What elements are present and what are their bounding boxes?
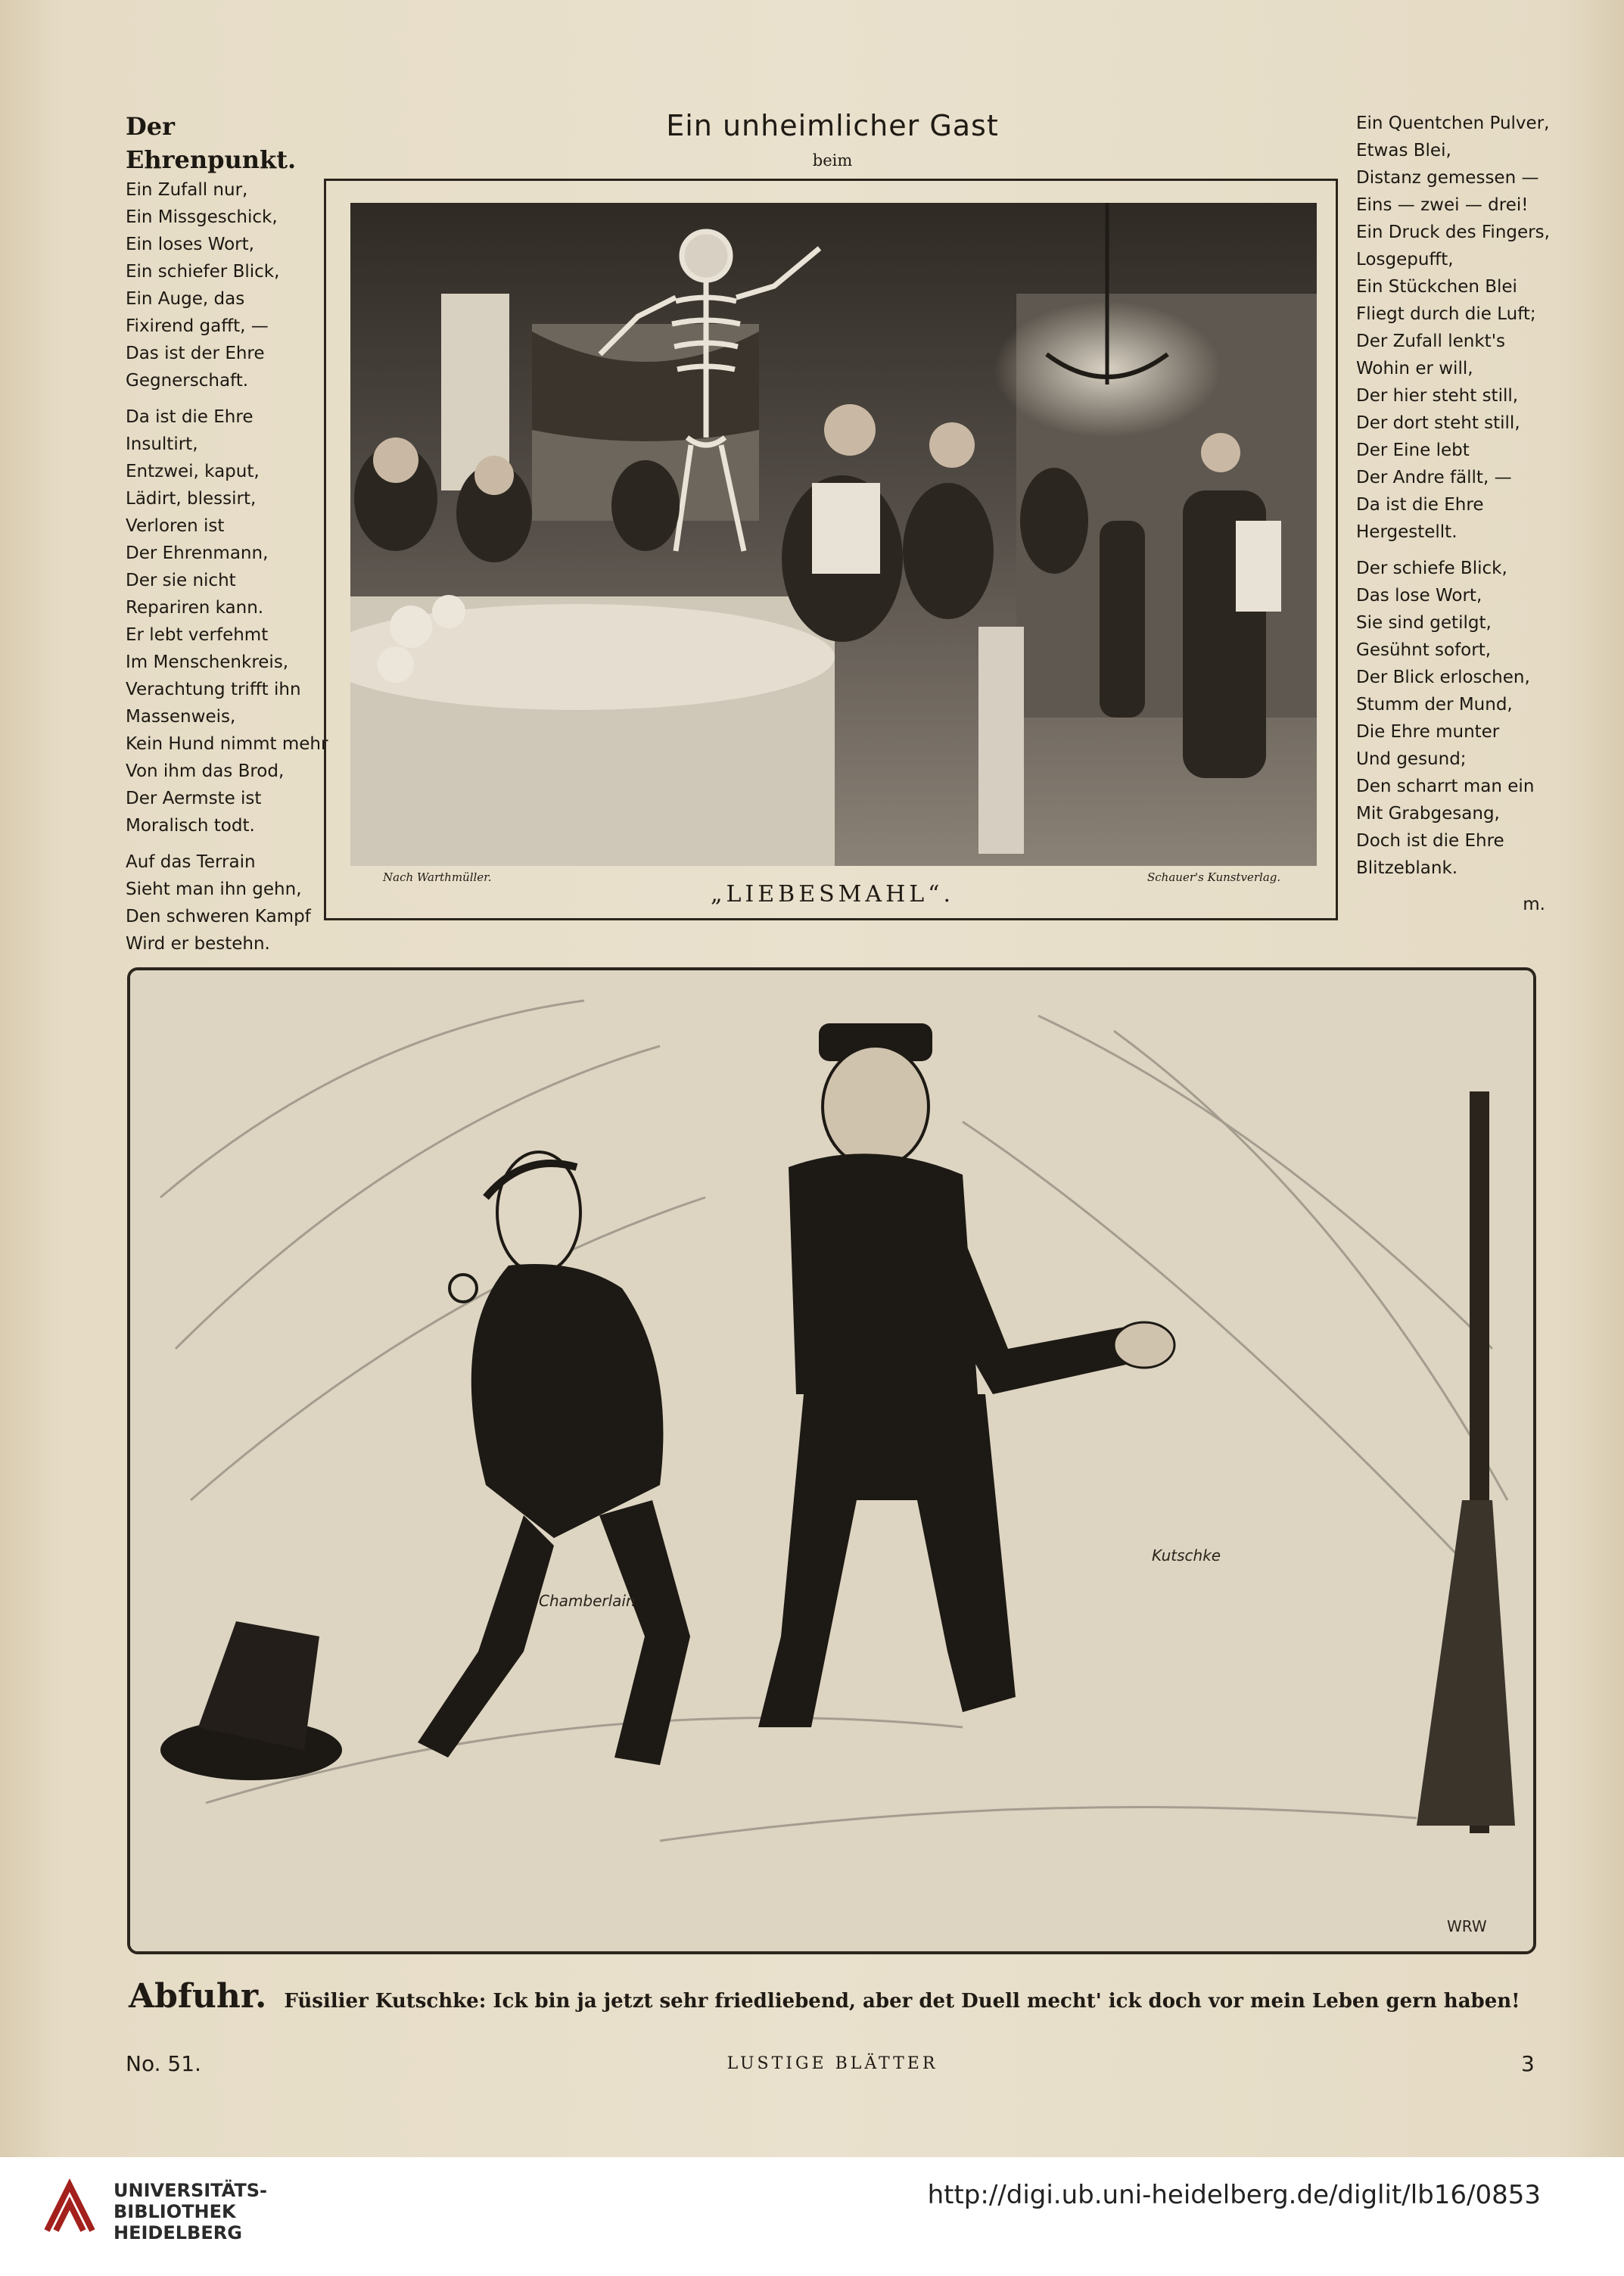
banquet-picture — [350, 203, 1317, 866]
left-poem-line: Von ihm das Brod, — [126, 761, 285, 781]
picture-credit-artist: Nach Warthmüller. — [383, 870, 492, 884]
right-poem-line: Ein Druck des Fingers, — [1356, 223, 1550, 242]
right-poem-line: Der Blick erloschen, — [1356, 668, 1530, 687]
left-poem-line: Der sie nicht — [126, 571, 236, 590]
right-poem-line: Der hier steht still, — [1356, 386, 1519, 406]
magazine-name: LUSTIGE BLÄTTER — [726, 2054, 938, 2073]
left-poem-line: Der Aermste ist — [126, 789, 262, 808]
left-poem-line: Lädirt, blessirt, — [126, 489, 257, 509]
left-poem-line: Insultirt, — [126, 434, 198, 454]
left-poem-stanza — [126, 176, 322, 394]
left-poem-line: Ein schiefer Blick, — [126, 262, 280, 282]
digital-library-url[interactable]: http://digi.ub.uni-heidelberg.de/diglit/lb16/0853 — [927, 2180, 1541, 2210]
right-poem-line: Mit Grabgesang, — [1356, 804, 1500, 824]
right-poem-line: Das lose Wort, — [1356, 586, 1482, 606]
right-poem-line: Der schiefe Blick, — [1356, 559, 1507, 578]
picture-credit-publisher: Schauer's Kunstverlag. — [1147, 870, 1281, 884]
left-poem-line: Da ist die Ehre — [126, 407, 254, 427]
right-poem-stanza — [1356, 110, 1550, 546]
right-poem-line: Doch ist die Ehre — [1356, 831, 1504, 851]
right-poem-line: Fliegt durch die Luft; — [1356, 304, 1536, 324]
left-poem-line: Wird er bestehn. — [126, 934, 270, 954]
left-poem — [126, 110, 328, 967]
left-poem-line: Fixirend gafft, — — [126, 316, 269, 336]
cartoon-label-chamberlain: Chamberlain — [539, 1592, 636, 1610]
right-poem-line: Distanz gemessen — — [1356, 168, 1539, 188]
left-poem-stanza — [126, 403, 328, 839]
left-poem-line: Verachtung trifft ihn — [126, 680, 301, 699]
left-poem-stanzas — [126, 176, 328, 957]
right-poem-line: Blitzeblank. — [1356, 858, 1458, 878]
banquet-illustration — [350, 203, 1317, 866]
library-name-line: BIBLIOTHEK — [114, 2201, 236, 2222]
cartoon-caption — [129, 1977, 1544, 2016]
cartoon-artist-signature: WRW — [1447, 1917, 1487, 1935]
left-poem-line: Ein Auge, das — [126, 289, 245, 309]
cartoon-caption-head: Abfuhr. — [129, 1977, 267, 2016]
left-poem-line: Gegnerschaft. — [126, 371, 249, 391]
right-poem-line: Stumm der Mund, — [1356, 695, 1513, 715]
cartoon-frame — [127, 967, 1536, 1954]
left-poem-line: Auf das Terrain — [126, 852, 256, 872]
issue-number: No. 51. — [126, 2051, 201, 2076]
right-poem-signature: m. — [1523, 895, 1545, 914]
right-poem-line: Da ist die Ehre — [1356, 495, 1484, 515]
left-poem-line: Moralisch todt. — [126, 816, 255, 836]
right-poem-line: Der dort steht still, — [1356, 413, 1520, 433]
right-poem-line: Hergestellt. — [1356, 522, 1458, 542]
left-poem-stanza — [126, 848, 322, 957]
left-poem-line: Massenweis, — [126, 707, 236, 727]
right-poem-line: Sie sind getilgt, — [1356, 613, 1492, 633]
right-poem-line: Und gesund; — [1356, 749, 1467, 769]
right-poem-line: Den scharrt man ein — [1356, 777, 1535, 796]
left-poem-line: Verloren ist — [126, 516, 225, 536]
university-library-logo-icon — [39, 2178, 100, 2238]
left-poem-line: Er lebt verfehmt — [126, 625, 269, 645]
left-poem-line: Ein Missgeschick, — [126, 207, 278, 227]
left-poem-line: Der Ehrenmann, — [126, 543, 269, 563]
right-poem-line: Losgepufft, — [1356, 250, 1454, 269]
left-poem-line: Sieht man ihn gehn, — [126, 880, 302, 899]
right-poem-line: Ein Stückchen Blei — [1356, 277, 1517, 297]
right-poem-line: Ein Quentchen Pulver, — [1356, 114, 1550, 133]
left-poem-line: Ein loses Wort, — [126, 235, 254, 254]
left-poem-line: Kein Hund nimmt mehr — [126, 734, 328, 754]
left-poem-line: Im Menschenkreis, — [126, 652, 289, 672]
right-poem-line: Die Ehre munter — [1356, 722, 1500, 742]
right-poem-line: Wohin er will, — [1356, 359, 1473, 378]
picture-caption: „LIEBESMAHL“. — [710, 881, 955, 908]
right-poem-line: Etwas Blei, — [1356, 141, 1451, 160]
picture-subtitle: beim — [812, 151, 853, 170]
library-name-line: HEIDELBERG — [114, 2222, 242, 2243]
right-poem-line: Eins — zwei — drei! — [1356, 195, 1529, 215]
left-poem-line: Ein Zufall nur, — [126, 180, 248, 200]
cartoon-caption-text: Füsilier Kutschke: Ick bin ja jetzt sehr friedliebend, aber det Duell mecht' ick doch vor mein Leben gern haben! — [284, 1990, 1520, 2013]
right-poem-line: Der Andre fällt, — — [1356, 468, 1512, 487]
page-number: 3 — [1521, 2051, 1535, 2076]
left-poem-line: Das ist der Ehre — [126, 344, 265, 363]
library-name-line: UNIVERSITÄTS- — [114, 2180, 268, 2201]
left-poem-line: Entzwei, kaput, — [126, 462, 260, 481]
right-poem-line: Der Eine lebt — [1356, 441, 1470, 460]
right-poem — [1356, 110, 1550, 918]
left-poem-line: Den schweren Kampf — [126, 907, 311, 926]
right-poem-line: Gesühnt sofort, — [1356, 640, 1492, 660]
left-poem-line: Repariren kann. — [126, 598, 264, 618]
right-poem-stanza — [1356, 555, 1545, 882]
picture-title: Ein unheimlicher Gast — [666, 109, 999, 142]
right-poem-stanzas — [1356, 110, 1550, 882]
right-poem-line: Der Zufall lenkt's — [1356, 332, 1506, 351]
cartoon-label-kutschke: Kutschke — [1152, 1546, 1221, 1565]
library-name — [114, 2180, 267, 2243]
duel-cartoon-illustration — [130, 970, 1533, 1951]
left-poem-title: Der Ehrenpunkt. — [126, 112, 297, 174]
